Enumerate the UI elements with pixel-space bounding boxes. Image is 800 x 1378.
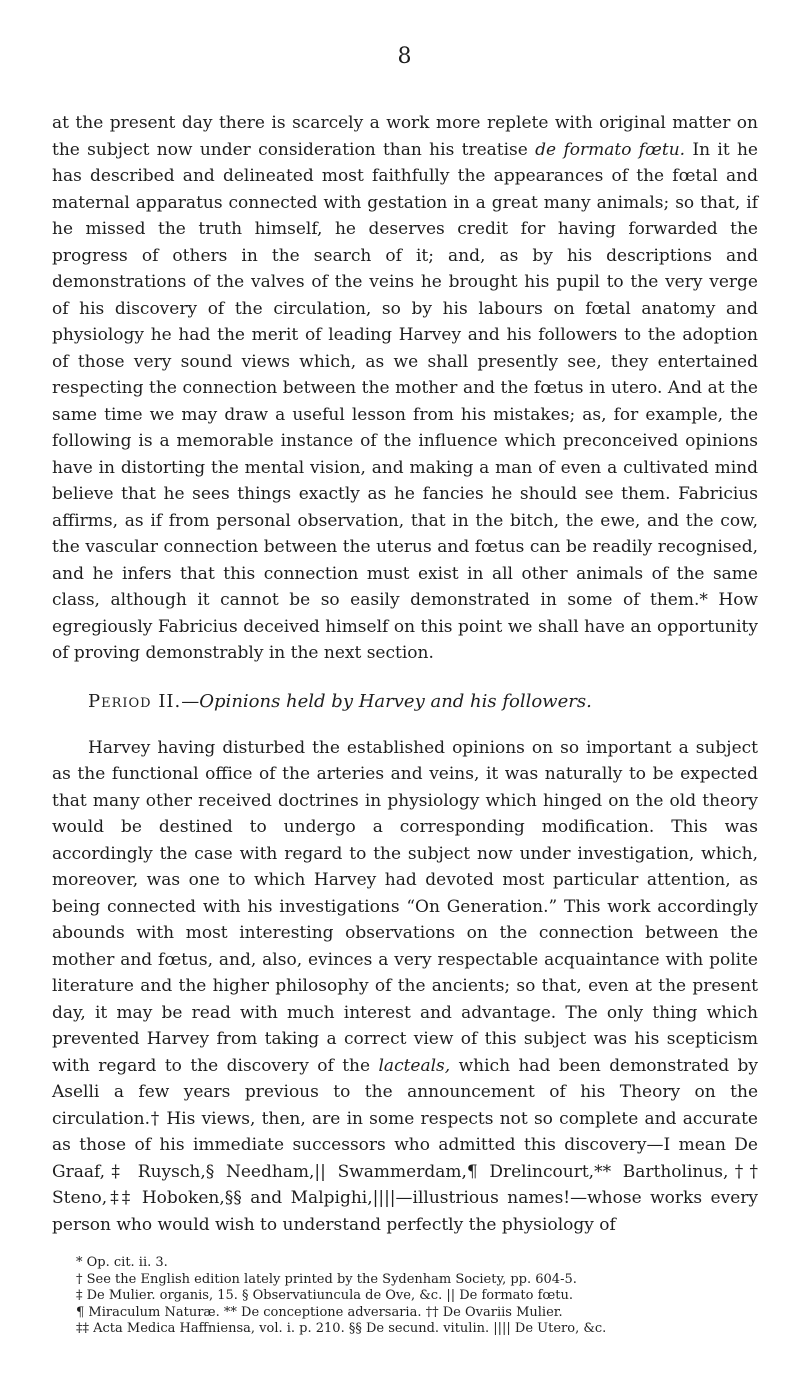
footnotes <box>52 1255 758 1338</box>
paragraph-text: at the present day there is scarcely a work more replete with original matter on the subject now under consideration than his treatise <box>52 113 758 160</box>
body-text <box>52 110 758 1238</box>
treatise-title: de formato fœtu. <box>535 139 686 160</box>
footnote: ‡‡ Acta Medica Haffniensa, vol. i. p. 210. §§ De secund. vitulin. |||| De Utero, &c. <box>76 1321 607 1336</box>
paragraph-harvey <box>52 735 758 1239</box>
footnote: † See the English edition lately printed by the Sydenham Society, pp. 604-5. <box>76 1271 577 1287</box>
heading-dash: — <box>181 690 200 712</box>
footnote: ‡ De Mulier. organis, 15. § Observatiuncula de Ove, &c. || De formato fœtu. <box>76 1288 573 1303</box>
footnote: ¶ Miraculum Naturæ. ** De conceptione adversaria. †† De Ovariis Mulier. <box>76 1304 563 1320</box>
paragraph-text: which had been demonstrated by Aselli a few years previous to the announcement of his Theory on the circulation.† His views, then, are in some respects not so complete and accurate as those of his immediate successors who admitted this discovery—I mean De Graaf,‡ Ruysch,§ Needham,|| Swammerdam,¶ Drelincourt,** Bartholinus,†† Steno,‡‡ Hoboken,§§ and Malpighi,||||—illustrious names!—whose works every person who would wish to understand perfectly the physiology of <box>52 1055 759 1235</box>
period-label: Period II. <box>88 690 182 712</box>
lacteals-term: lacteals, <box>378 1055 451 1076</box>
page-number: 8 <box>397 44 413 69</box>
heading-title: Opinions held by Harvey and his followers. <box>199 690 592 712</box>
paragraph-text: In it he has described and delineated most faithfully the appearances of the fœtal and maternal apparatus connected with gestation in a great many animals; so that, if he missed the truth himself, he deserves credit for having forwarded the progress of others in the search of it; and, as by his descriptions and demonstrations of the valves of the veins he brought his pupil to the very verge of his discovery of the circulation, so by his labours on fœtal anatomy and physiology he had the merit of leading Harvey and his followers to the adoption of those very sound views which, as we shall presently see, they entertained respecting the connection between the mother and the fœtus in utero. And at the same time we may draw a useful lesson from his mistakes; as, for example, the following is a memorable instance of the influence which preconceived opinions have in distorting the mental vision, and making a man of even a cultivated mind believe that he sees things exactly as he fancies he should see them. Fabricius affirms, as if from personal observation, that in the bitch, the ewe, and the cow, the vascular connection between the uterus and fœtus can be readily recognised, and he infers that this connection must exist in all other animals of the same class, although it cannot be so easily demonstrated in some of them.* How egregiously Fabricius deceived himself on this point we shall have an opportunity of proving demonstrably in the next section. <box>52 139 758 663</box>
book-page <box>52 0 758 1378</box>
footnote: * Op. cit. ii. 3. <box>76 1255 168 1270</box>
section-heading <box>52 689 758 715</box>
paragraph-text: Harvey having disturbed the established opinions on so important a subject as the functional office of the arteries and veins, it was naturally to be expected that many other received doctrines in physiology which hinged on the old theory would be destined to undergo a corresponding modification. This was accordingly the case with regard to the subject now under investigation, which, moreover, was one to which Harvey had devoted most particular attention, as being connected with his investigations “On Generation.” This work accordingly abounds with most interesting observations on the connection between the mother and fœtus, and, also, evinces a very respectable acquaintance with polite literature and the higher philosophy of the ancients; so that, even at the present day, it may be read with much interest and advantage. The only thing which prevented Harvey from taking a correct view of this subject was his scepticism with regard to the discovery of the <box>52 737 758 1076</box>
paragraph-fabricius <box>52 110 758 667</box>
